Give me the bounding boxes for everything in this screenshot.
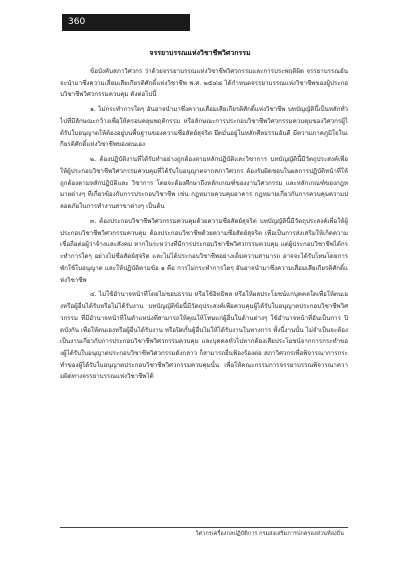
item-4-paragraph: ๔. ไม่ใช้อำนาจหน้าที่โดยไม่ชอบธรรม หรือใช้อิทธิพล หรือให้ผลประโยชน์แก่บุคคลใดเพื่อให้ตนเองหรือผู้อื่นได้รับหรือไม่ได้รับงาน บทบัญญัติข้อนี้มีวัตถุประสงค์เพื่อควบคุมผู้ได้รับใบอนุญาตประกอบวิชาชีพวิศวกรรม ที่มีอำนาจหน้าที่ในตำแหน่งที่สามารถให้คุณให้โทษแก่ผู้อื่นในด้านต่างๆ ใช้อำนาจหน้าที่อันเป็นการ ปิดบังกัน เพื่อให้ตนเองหรือผู้อื่นได้รับงาน หรือปิดกั้นผู้อื่นไม่ให้ได้รับงานในทางการ ทั้งนี้งานนั้น ไม่จำเป็นจะต้องเป็นงานเกี่ยวกับการประกอบวิชาชีพวิศวกรรมควบคุม และบุคคลทั่วไปหากต้องเสียประโยชน์จากการกระทำของผู้ได้รับใบอนุญาตประกอบวิชาชีพวิศวกรรมดังกล่าว ก็สามารถยื่นฟ้องร้องต่อ สภาวิศวกรเพื่อพิจารณาการกระทำของผู้ได้รับใบอนุญาตประกอบวิชาชีพวิศวกรรมควบคุมนั้น เพื่อให้คณะกรรมการจรรยาบรรณพิจารณาความผิดทางจรรยาบรรณแห่งวิชาชีพได้: [60, 291, 348, 381]
document-body: [60, 66, 348, 386]
item-1-paragraph: ๑. ไม่กระทำการใดๆ อันอาจนำมาซึ่งความเสื่อมเสียเกียรติศักดิ์แห่งวิชาชีพ บทบัญญัตินี้เป็นหลักทั่วไปที่มีลักษณะกว้างเพื่อให้ครอบคลุมพฤติกรรม หรือลักษณะการประกอบวิชาชีพวิศวกรรมควบคุมของวิศวกรผู้ได้รับใบอนุญาตให้ต้องอยู่บนพื้นฐานของความซื่อสัตย์สุจริต ยึดมั่นอยู่ในหลักศีลธรรมอันดี มีความภาคภูมิใจในเกียรติศักดิ์แห่งวิชาชีพของตนเอง: [60, 106, 348, 149]
footer-text: วิศวกรเครื่องกลปฏิบัติการ กรมส่งเสริมการปกครองส่วนท้องถิ่น: [195, 531, 344, 537]
page-number: 360: [68, 17, 86, 27]
page-number-badge: [62, 14, 190, 31]
footer-divider: [60, 527, 348, 528]
intro-paragraph: ข้อบังคับสภาวิศวกร ว่าด้วยจรรยาบรรณแห่งวิชาชีพวิศวกรรมและการประพฤติผิด จรรยาบรรณอันจะนำมาซึ่งความเสื่อมเสียเกียรติศักดิ์แห่งวิชาชีพ พ.ศ. ๒๕๔๘ ได้กำหนดจรรยาบรรณแห่งวิชาชีพของผู้ประกอบวิชาชีพวิศวกรรมควบคุม ดังต่อไปนี้: [60, 68, 348, 99]
item-2-paragraph: ๒. ต้องปฏิบัติงานที่ได้รับทำอย่างถูกต้องตามหลักปฏิบัติและวิชาการ บทบัญญัตินี้มีวัตถุประสงค์เพื่อให้ผู้ประกอบวิชาชีพวิศวกรรมควบคุมที่ได้รับใบอนุญาตจากสภาวิศวกร ต้องรับผิดชอบในผลการปฏิบัติหน้าที่ให้ถูกต้องตามหลักปฏิบัติและ วิชาการ โดยจะต้องศึกษาถึงหลักเกณฑ์ของงานวิศวกรรม และหลักเกณฑ์ของกฎหมายต่างๆ ที่เกี่ยวข้องกับการประกอบวิชาชีพ เช่น กฎหมายควบคุมอาคาร กฎหมายเกี่ยวกับการควบคุมความปลอดภัยในการทำงานสาขาต่างๆ เป็นต้น: [60, 156, 348, 211]
document-title: จรรยาบรรณแห่งวิชาชีพวิศวกรรม: [149, 48, 251, 57]
item-3-paragraph: ๓. ต้องประกอบวิชาชีพวิศวกรรมควบคุมด้วยความซื่อสัตย์สุจริต บทบัญญัตินี้มีวัตถุประสงค์เพื่อให้ผู้ประกอบวิชาชีพวิศวกรรมควบคุม ต้องประกอบวิชาชีพด้วยความซื่อสัตย์สุจริต เพื่อเป็นการส่งเสริมให้เกิดความเชื่อถือต่อผู้ว่าจ้างและสังคม หากในระหว่างที่มีการประกอบวิชาชีพวิศวกรรมควบคุม แต่ผู้ประกอบวิชาชีพได้กระทำการใดๆ อย่างไม่ซื่อสัตย์สุจริต และไม่ได้ประกอบวิชาชีพอย่างเต็มความสามารถ อาจจะได้รับโทษโดยการพักใช้ใบอนุญาต และให้ปฏิบัติตามข้อ ๑ คือ การไม่กระทำการใดๆ อันอาจนำมาซึ่งความเสื่อมเสียเกียรติศักดิ์แห่งวิชาชีพ: [60, 218, 348, 284]
